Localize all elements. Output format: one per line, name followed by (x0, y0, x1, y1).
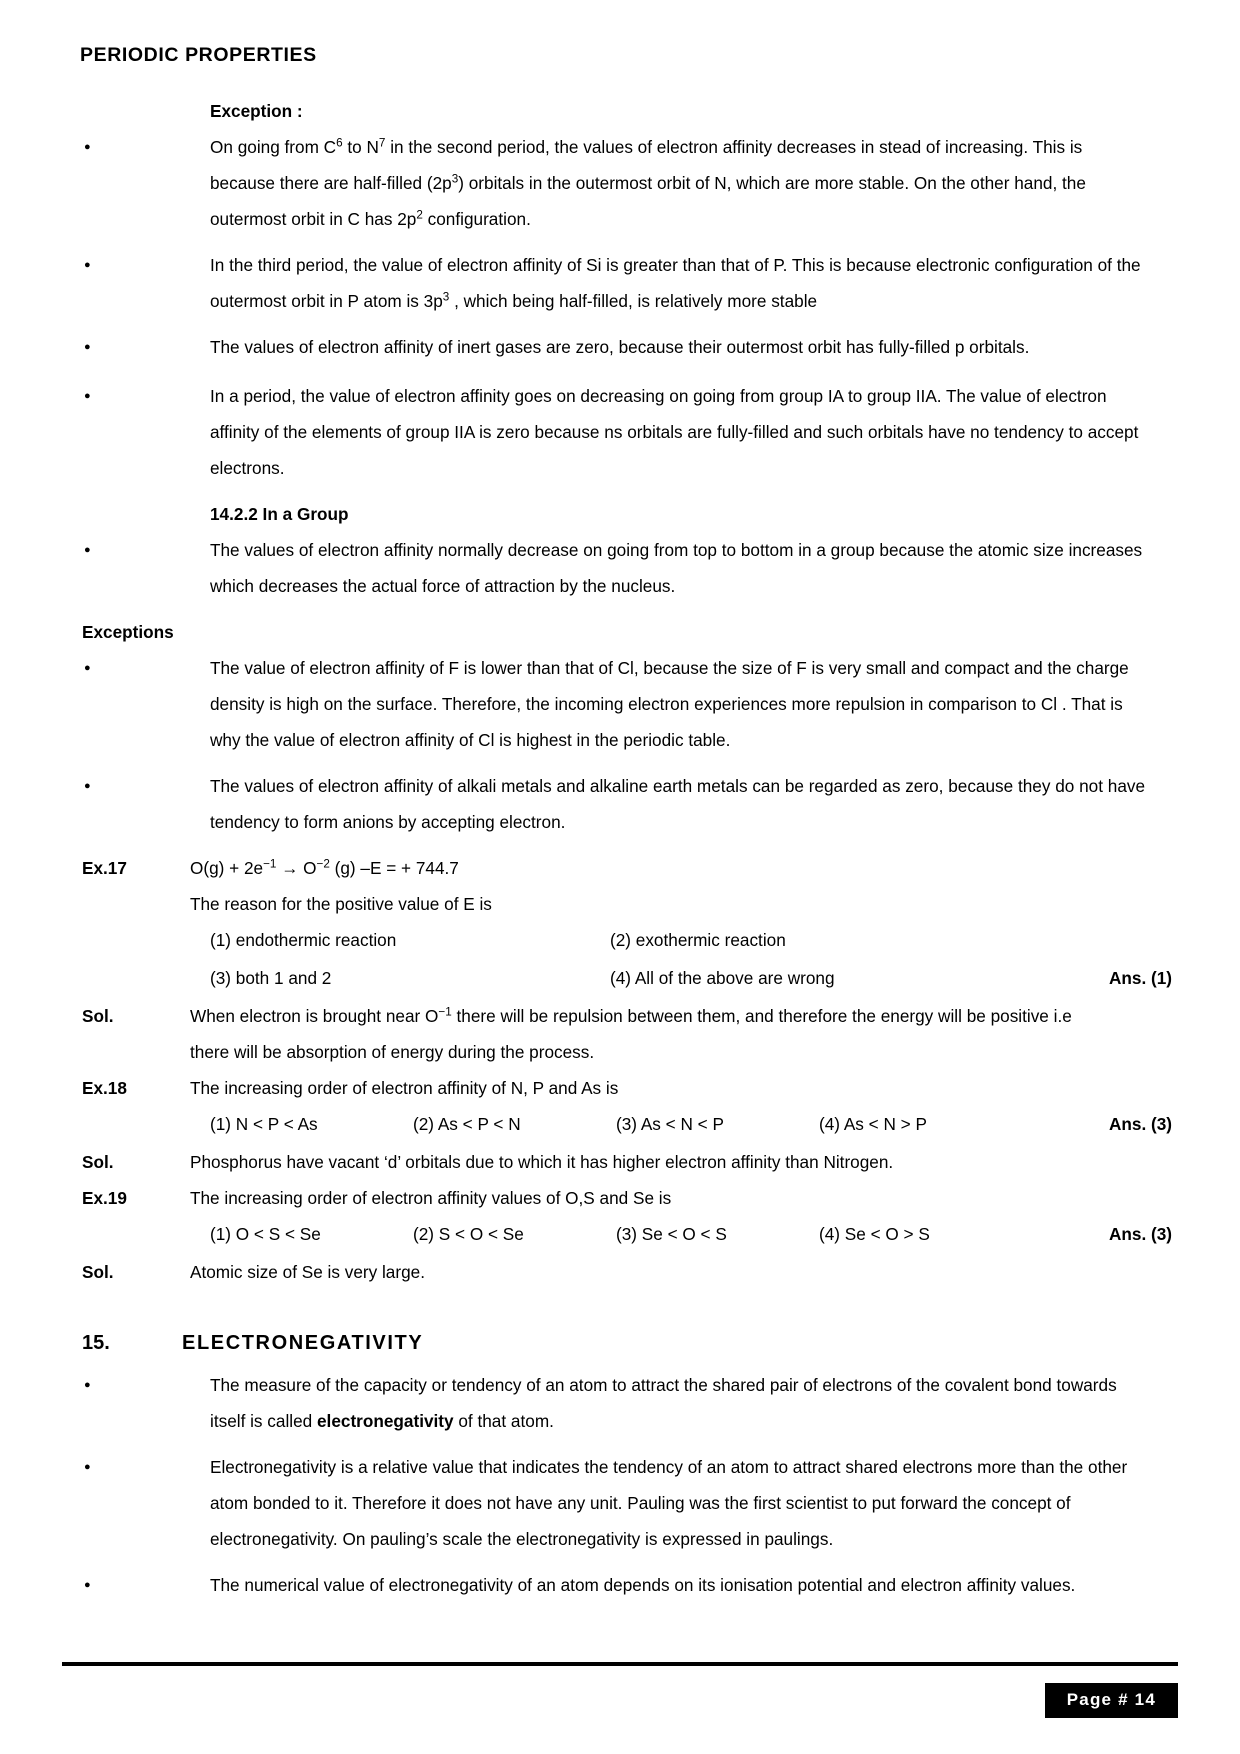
option-3[interactable]: (3) Se < O < S (616, 1224, 727, 1244)
bullet-electronegativity-definition: The measure of the capacity or tendency of an atom to attract the shared pair of electrons of the covalent bond towards itself is called electronegativity of that atom. (210, 1375, 1117, 1431)
bullet-icon (62, 650, 210, 689)
example-17-subline (62, 886, 1178, 922)
example-17-solution (62, 998, 1178, 1070)
subsection-heading-in-a-group: 14.2.2 In a Group (210, 504, 349, 524)
answer-badge: Ans. (3) (1108, 1224, 1172, 1244)
exceptions-heading: Exceptions (82, 622, 174, 642)
option-row (210, 1216, 1178, 1252)
option-4[interactable]: (4) Se < O > S (819, 1224, 930, 1244)
example-19-solution (62, 1254, 1178, 1290)
page-title: PERIODIC PROPERTIES (80, 44, 317, 66)
example-question: $O(g) + 2e^{-1} \to O^{-2}$ (g) –E = + 744.7 (190, 857, 459, 878)
bullet-icon (62, 1449, 210, 1488)
option-row (210, 922, 1178, 958)
list-item (62, 1367, 1178, 1439)
example-tag: Ex.19 (82, 1188, 127, 1208)
page-number-badge: Page # 14 (1045, 1683, 1178, 1718)
list-item (62, 247, 1178, 319)
bullet-icon (62, 247, 210, 286)
bullet-electronegativity-relative: Electronegativity is a relative value that indicates the tendency of an atom to attract shared electrons more than the other atom bonded to it. Therefore it does not have any unit. Pauling was the first scientist to put forward the concept of electronegativity. On pauling’s scale the electronegativity is expressed in paulings. (210, 1457, 1128, 1549)
section-number: 15. (82, 1332, 110, 1354)
bullet-icon (62, 1367, 210, 1406)
list-item (62, 129, 1178, 237)
list-item (62, 378, 1178, 486)
solution-tag: Sol. (82, 1262, 114, 1282)
bullet-icon (62, 768, 210, 807)
option-2[interactable]: (2) As < P < N (413, 1114, 521, 1134)
option-row (210, 1106, 1178, 1142)
bullet-icon (62, 378, 210, 417)
example-19 (62, 1180, 1178, 1216)
example-question-line2: The reason for the positive value of E is (190, 894, 492, 914)
bullet-icon (62, 1567, 210, 1606)
option-2[interactable]: (2) S < O < Se (413, 1224, 524, 1244)
option-1[interactable]: (1) N < P < As (210, 1114, 318, 1134)
example-tag: Ex.18 (82, 1078, 127, 1098)
example-tag: Ex.17 (82, 858, 127, 878)
example-question: The increasing order of electron affinity of N, P and As is (190, 1078, 619, 1098)
solution-tag: Sol. (82, 1006, 114, 1026)
bullet-inert-gases: The values of electron affinity of inert gases are zero, because their outermost orbit has fully-filled p orbitals. (210, 337, 1030, 357)
bullet-carbon-nitrogen: On going from $C^6$ to $N^7$ in the second period, the values of electron affinity decreases in stead of increasing. This is because there are half-filled $(2p^3)$ orbitals in the outermost orbit of N, which are more stable. On the other hand, the outermost orbit in C has $2p^2$ configuration. (210, 136, 1086, 229)
section-title: ELECTRONEGATIVITY (182, 1332, 424, 1354)
list-item (62, 768, 1178, 840)
section-heading-electronegativity (62, 1332, 1178, 1355)
option-row (210, 960, 1178, 996)
bullet-icon (62, 129, 210, 168)
bullet-icon (62, 532, 210, 571)
solution-text: Phosphorus have vacant ‘d’ orbitals due to which it has higher electron affinity than Nitrogen. (190, 1152, 894, 1172)
option-3[interactable]: (3) both 1 and 2 (210, 968, 332, 988)
list-item (62, 329, 1178, 368)
list-item (62, 1449, 1178, 1557)
bullet-icon (62, 329, 210, 368)
answer-badge: Ans. (3) (1108, 1114, 1172, 1134)
bullet-group-trend: The values of electron affinity normally decrease on going from top to bottom in a group because the atomic size increases which decreases the actual force of attraction by the nucleus. (210, 540, 1143, 596)
option-4[interactable]: (4) As < N > P (819, 1114, 927, 1134)
example-17 (62, 850, 1178, 886)
footer-divider (62, 1662, 1178, 1666)
bullet-group-ia-iia: In a period, the value of electron affinity goes on decreasing on going from group IA to group IIA. The value of electron affinity of the elements of group IIA is zero because ns orbitals are fully-filled and such orbitals have no tendency to accept electrons. (210, 386, 1139, 478)
solution-tag: Sol. (82, 1152, 114, 1172)
example-18-solution (62, 1144, 1178, 1180)
exception-heading: Exception : (210, 101, 303, 121)
example-18 (62, 1070, 1178, 1106)
option-2[interactable]: (2) exothermic reaction (610, 930, 786, 950)
bullet-electronegativity-numerical: The numerical value of electronegativity of an atom depends on its ionisation potential and electron affinity values. (210, 1575, 1076, 1595)
list-item (62, 532, 1178, 604)
bullet-fluorine-chlorine: The value of electron affinity of F is lower than that of Cl, because the size of F is very small and compact and the charge density is high on the surface. Therefore, the incoming electron experiences more repulsion in comparison to Cl . That is why the value of electron affinity of Cl is highest in the periodic table. (210, 658, 1129, 750)
option-4[interactable]: (4) All of the above are wrong (610, 968, 835, 988)
example-question: The increasing order of electron affinity values of O,S and Se is (190, 1188, 672, 1208)
bullet-alkali-metals: The values of electron affinity of alkali metals and alkaline earth metals can be regarded as zero, because they do not have tendency to form anions by accepting electron. (210, 776, 1146, 832)
option-1[interactable]: (1) endothermic reaction (210, 930, 397, 950)
option-1[interactable]: (1) O < S < Se (210, 1224, 321, 1244)
option-3[interactable]: (3) As < N < P (616, 1114, 724, 1134)
list-item (62, 1567, 1178, 1606)
solution-text: Atomic size of Se is very large. (190, 1262, 425, 1282)
solution-text: When electron is brought near $O^{-1}$ there will be repulsion between them, and therefore the energy will be positive i.e there will be absorption of energy during the process. (190, 1005, 1072, 1062)
bullet-silicon-phosphorus: In the third period, the value of electron affinity of Si is greater than that of P. This is because electronic configuration of the outermost orbit in P atom is $3p^3$ , which being half-filled, is relatively more stable (210, 255, 1141, 311)
list-item (62, 650, 1178, 758)
answer-badge: Ans. (1) (1108, 968, 1172, 988)
